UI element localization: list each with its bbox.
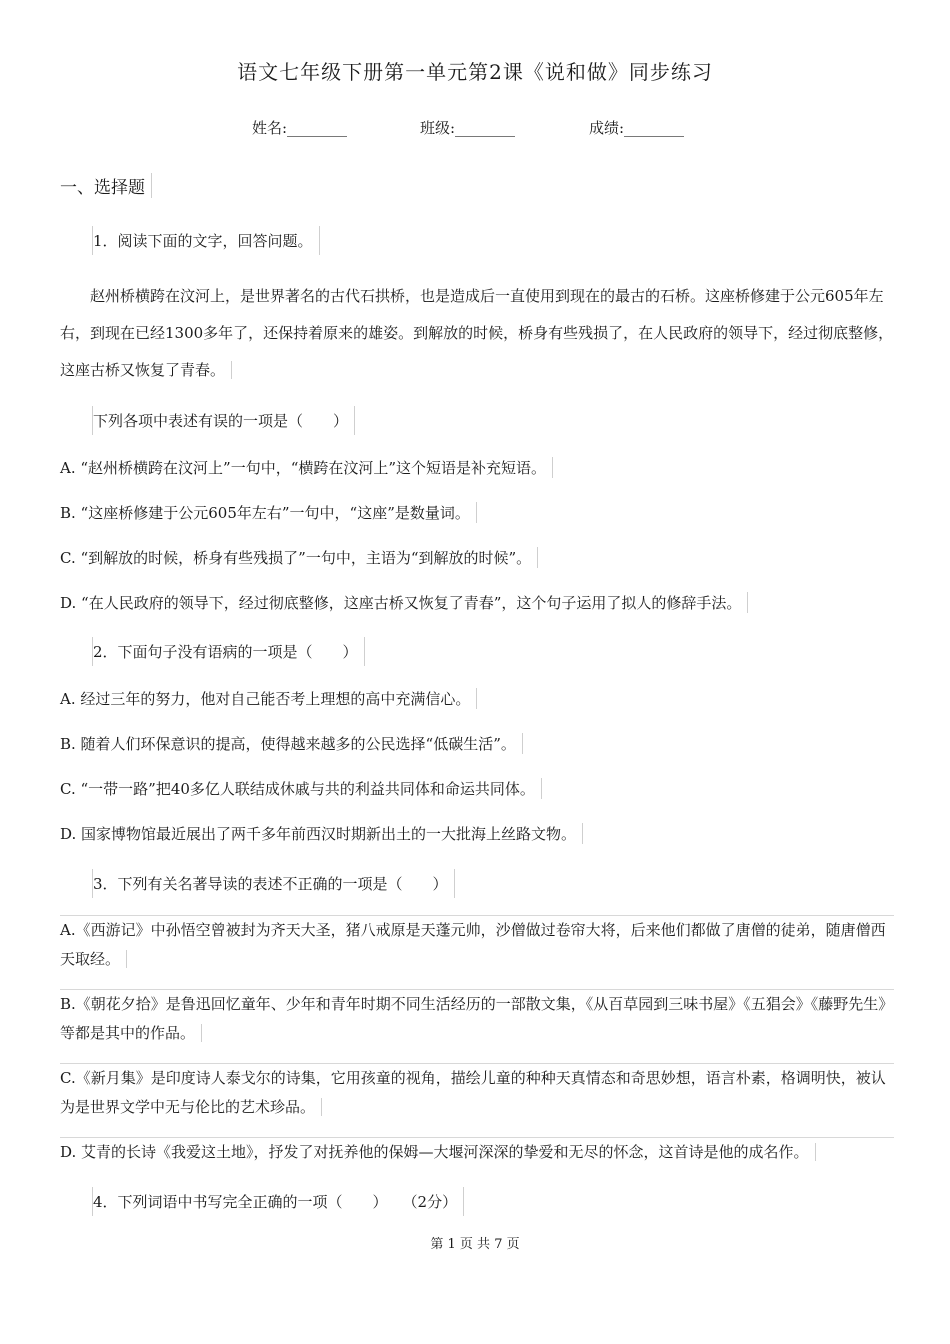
question-3-stem — [92, 869, 455, 898]
question-2-option-d: D. 国家博物馆最近展出了两千多年前西汉时期新出土的一大批海上丝路文物。 — [60, 823, 583, 844]
question-1-option-c: C. “到解放的时候，桥身有些残损了”一句中，主语为“到解放的时候”。 — [60, 547, 538, 568]
question-3-option-a — [60, 915, 894, 974]
question-3-option-b-text: B.《朝花夕拾》是鲁迅回忆童年、少年和青年时期不同生活经历的一部散文集，《从百草园到三味书屋》《五猖会》《藤野先生》等都是其中的作品。 — [60, 995, 894, 1042]
question-3-option-c-text: C.《新月集》是印度诗人泰戈尔的诗集，它用孩童的视角，描绘儿童的种种天真情态和奇思妙想，语言朴素，格调明快，被认为是世界文学中无与伦比的艺术珍品。 — [60, 1069, 886, 1116]
question-3-option-d — [60, 1137, 894, 1167]
question-3-option-a-text: A.《西游记》中孙悟空曾被封为齐天大圣，猪八戒原是天蓬元帅，沙僧做过卷帘大将，后来他们都做了唐僧的徒弟，随唐僧西天取经。 — [60, 921, 886, 968]
question-1-subquestion — [92, 406, 355, 435]
question-1-passage — [60, 278, 894, 389]
question-3-option-c — [60, 1063, 894, 1122]
question-1-option-a: A. “赵州桥横跨在汶河上”一句中，“横跨在汶河上”这个短语是补充短语。 — [60, 457, 553, 478]
class-field-label: 班级:________ — [420, 119, 516, 137]
question-4-stem-text: 4．下列词语中书写完全正确的一项（ ） （2分） — [93, 1193, 458, 1211]
question-1-option-b: B. “这座桥修建于公元605年左右”一句中，“这座”是数量词。 — [60, 502, 477, 523]
score-field-label: 成绩:________ — [589, 119, 685, 137]
passage-text: 赵州桥横跨在汶河上，是世界著名的古代石拱桥，也是造成后一直使用到现在的最古的石桥。这座桥修建于公元605年左右，到现在已经1300多年了，还保持着原来的雄姿。到解放的时候，桥身有些残损了，在人民政府的领导下，经过彻底整修，这座古桥又恢复了青春。 — [60, 287, 894, 379]
question-2-option-c: C. “一带一路”把40多亿人联结成休戚与共的利益共同体和命运共同体。 — [60, 778, 542, 799]
question-1-stem — [92, 226, 320, 255]
question-3-option-d-text: D. 艾青的长诗《我爱这土地》，抒发了对抚养他的保姆—大堰河深深的挚爱和无尽的怀念，这首诗是他的成名作。 — [60, 1143, 816, 1161]
section-title: 一、选择题 — [60, 173, 152, 198]
name-field-label: 姓名:________ — [252, 119, 348, 137]
question-2-stem-text: 2．下面句子没有语病的一项是（ ） — [93, 643, 358, 661]
question-3-option-b — [60, 989, 894, 1048]
question-2-option-b: B. 随着人们环保意识的提高，使得越来越多的公民选择“低碳生活”。 — [60, 733, 523, 754]
question-2-stem — [92, 637, 365, 666]
question-1-option-d: D. “在人民政府的领导下，经过彻底整修，这座古桥又恢复了青春”，这个句子运用了拟人的修辞手法。 — [60, 592, 748, 613]
question-2-option-a: A. 经过三年的努力，他对自己能否考上理想的高中充满信心。 — [60, 688, 477, 709]
question-1-subquestion-text: 下列各项中表述有误的一项是（ ） — [93, 412, 349, 430]
question-1-stem-text: 1．阅读下面的文字，回答问题。 — [93, 232, 313, 250]
question-3-stem-text: 3．下列有关名著导读的表述不正确的一项是（ ） — [93, 875, 448, 893]
page-footer: 第 1 页 共 7 页 — [430, 1237, 520, 1252]
question-4-stem — [92, 1187, 464, 1216]
page-title: 语文七年级下册第一单元第2课《说和做》同步练习 — [237, 60, 713, 84]
